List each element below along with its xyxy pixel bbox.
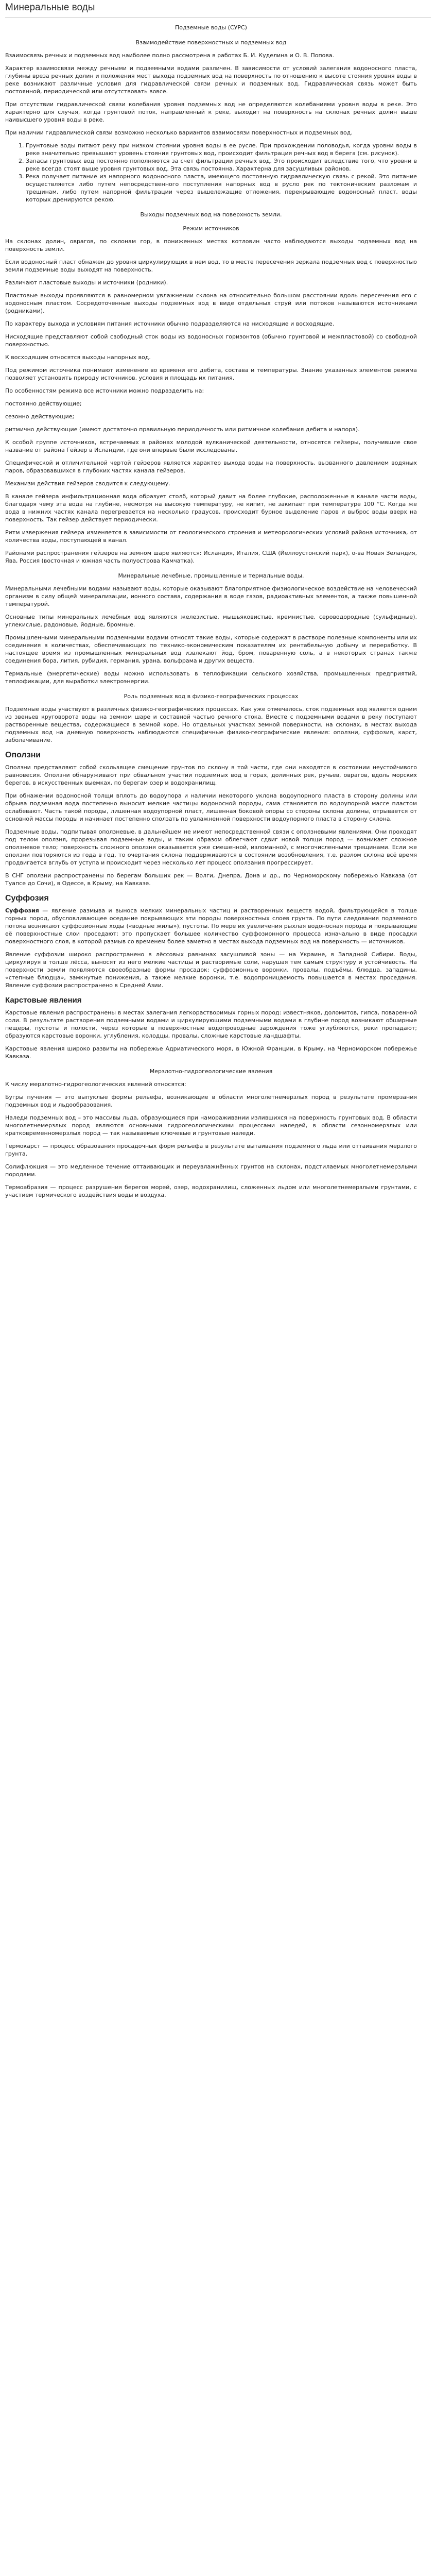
paragraph: К восходящим относятся выходы напорных вод. xyxy=(5,354,151,361)
paragraph: Различают пластовые выходы и источники (родники). xyxy=(5,279,168,286)
paragraph: К особой группе источников, встречаемых в районах молодой вулканической деятельности, относятся гейзеры, получившие свое название от района Гейзер в Исландии, где они впервые были исследованы. xyxy=(5,439,417,453)
heading-springs: Режим источников xyxy=(183,225,239,232)
list-item: 3. Река получает питание из напорного водоносного пласта, имеющего постоянную гидравлическую связь с рекой. Это питание осуществляется либо путем непосредственного поступления напорных вод в русло рек по тектоническим разломам и трещинам, либо путем напорной фильтрации через вышележащие отложения, перекрывающие водоносный пласт, воды которых дренируются рекою. xyxy=(26,173,417,204)
paragraph: Термальные (энергетические) воды можно использовать в теплофикации сельского хозяйства, промышленных предприятий, теплофикации, для выработки электроэнергии. xyxy=(5,670,417,685)
paragraph: К числу мерзлотно-гидрогеологических явлений относятся: xyxy=(5,1081,186,1088)
page xyxy=(0,0,436,1216)
page-title: Минеральные воды xyxy=(5,2,95,13)
paragraph: Ритм извержения гейзера изменяется в зависимости от геологического строения и метеорологических условий района источника, от количества воды, поступающей в канал. xyxy=(5,529,417,544)
heading-suffosion: Суффозия xyxy=(5,894,49,903)
paragraph: Бугры пучения — это выпуклые формы рельефа, возникающие в области многолетнемерзлых пород в результате промерзания подземных вод и льдообразования. xyxy=(5,1094,417,1108)
paragraph: Механизм действия гейзеров сводится к следующему. xyxy=(5,480,170,487)
paragraph: Подземные воды участвуют в различных физико-географических процессах. Как уже отмечалось, сток подземных вод является одним из звеньев круговорота воды на земном шаре и составной частью речного стока. Вместе с подземными водами в реку поступают растворенные вещества, содержащиеся в земной коре. Но отдельных участках земной поверхности, на склонах, в местах выхода подземных вод на дневную поверхность наблюдаются специфичные физико-географические явления: оползни, суффозия, карст, заболачивание. xyxy=(5,706,417,743)
paragraph: Оползни представляют собой скользящее смещение грунтов по склону в той части, где они находятся в состоянии неустойчивого равновесия. Оползни обнаруживают при обвальном участии подземных вод в горах, долинных рек, ручьев, оврагов, вдоль морских берегов, в искусственных выемках, по берегам озер и водохранилищ. xyxy=(5,764,417,786)
paragraph: Основные типы минеральных лечебных вод являются железистые, мышьяковистые, кремнистые, сероводородные (сульфидные), углекислые, радоновые, йодные, бромные. xyxy=(5,614,417,628)
paragraph: По характеру выхода и условиям питания источники обычно подразделяются на нисходящие и восходящие. xyxy=(5,320,335,327)
suffosion-term: Суффозия xyxy=(5,907,39,914)
paragraph: Специфической и отличительной чертой гейзеров является характер выхода воды на поверхность, вызванного давлением водяных паров, образовавшихся в глубоких частях канала гейзеров. xyxy=(5,460,417,474)
list-item: 1. Грунтовые воды питают реку при низком стоянии уровня воды в ее русле. При прохождении половодья, когда уровни воды в реке значительно превышают уровень стояния грунтовых вод, происходит фильтрация речных вод в берега (см. рисунок). xyxy=(26,142,417,157)
paragraph: При обнажении водоносной толщи вплоть до водоупора и наличии некоторого уклона водоупорного пласта в сторону долины или обрыва подземная вода постепенно выносит мелкие частицы водоносной породы, сама становится по водоупорной массе пластом ослабевают. Часть такой породы, лишенная водоупорной пласт, лишенная боковой опоры со стороны склона долины, отрывается от основной массы породы и начинает постепенно сползать по увлажненной поверхности водоупорного пласта в сторону склона. xyxy=(5,792,417,822)
paragraph: Подземные воды, подпитывая оползневые, в дальнейшем не имеют непосредственной связи с оползневыми явлениями. Они проходят под телом оползня, прорезывая подземные воды, и таким образом облегчают сдвиг новой толщи пород — возникает сложное оползневое тело; поверхность сложного оползня оказывается уже смешенной, изломанной, с многочисленными трещинами. Если же оползни повторяются из года в год, то очертания склона поддерживаются в состоянии возобновления, т.е. разлом склона всё время продвигается вглубь от уступа и происходит через несколько лет процесс оползания прогрессирует. xyxy=(5,828,417,866)
paragraph: В канале гейзера инфильтрационная вода образует столб, который давит на более глубокие, расположенные в канале части воды, благодаря чему эта вода на глубине, несмотря на высокую температуру, не кипит, не закипает при температуре 100 °С. Когда же вода в нижних частях канала перегревается на несколько градусов, происходит бурное выделение паров и выброс воды вверх на поверхность. Так гейзер действует периодически. xyxy=(5,493,417,523)
paragraph: По особенностям режима все источники можно подразделить на: xyxy=(5,387,204,394)
paragraph: Нисходящие представляют собой свободный сток воды из водоносных горизонтов (обычно грунтовой и межпластовой) со свободной поверхностью. xyxy=(5,333,417,348)
paragraph: Минеральными лечебными водами называют воды, которые оказывают благоприятное физиологическое воздействие на человеческий организм в силу общей минерализации, ионного состава, содержания в воде газов, радиоактивных элементов, а также повышенной температурой. xyxy=(5,585,417,607)
paragraph: Термоабразия — процесс разрушения берегов морей, озер, водохранилищ, сложенных льдом или многолетнемерзлыми грунтами, с участием термического воздействия воды и воздуха. xyxy=(5,1184,417,1198)
heading-permafrost: Мерзлотно-гидрогеологические явления xyxy=(149,1068,273,1075)
karst-section xyxy=(5,1009,417,1060)
paragraph: ритмично действующие (имеют достаточно правильную периодичность или ритмичное колебания дебита и напора). xyxy=(5,426,360,433)
paragraph: В СНГ оползни распространены по берегам больших рек — Волги, Днепра, Дона и др., по Черноморскому побережью Кавказа (от Туапсе до Сочи), в Одессе, в Крыму, на Кавказе. xyxy=(5,872,417,887)
article xyxy=(5,24,417,1199)
landslides-section xyxy=(5,764,417,887)
paragraph: Взаимосвязь речных и подземных вод наиболее полно рассмотрена в работах Б. И. Куделина и О. В. Попова. xyxy=(5,52,335,59)
variants-list xyxy=(5,142,417,204)
paragraph: При наличии гидравлической связи возможно несколько вариантов взаимосвязи поверхностных и подземных вод. xyxy=(5,129,353,136)
paragraph: Явление суффозии широко распространено в лёссовых равнинах засушливой зоны — на Украине, в Западной Сибири. Воды, циркулируя в толще лёсса, выносят из него мелкие частицы и растворимые соли, нарушая тем самым структуру и устойчивость. На поверхности земли появляются своеобразные формы просадок: суффозионные воронки, провалы, подъёмы, блюдца, западины, «степные блюдца», замкнутые понижения, а также мелкие воронки, т.е. водопроницаемость повышается в местах проседания. Явление суффозии распространено в Средней Азии. xyxy=(5,951,417,989)
permafrost-section xyxy=(5,1080,417,1199)
heading-role: Роль подземных вод в физико-географических процессах xyxy=(124,693,299,700)
heading-karst: Карстовые явления xyxy=(5,996,82,1005)
heading-main: Подземные воды (СУРС) xyxy=(175,24,247,31)
heading-landslides: Оползни xyxy=(5,751,41,759)
list-item: 2. Запасы грунтовых вод постоянно пополняются за счет фильтрации речных вод. Это происходит вследствие того, что уровни в реке всегда стоят выше уровня грунтовых вод. Эта связь постоянна. Характерна для засушливых районов. xyxy=(26,157,417,173)
paragraph: На склонах долин, оврагов, по склонам гор, в пониженных местах котловин часто наблюдаются выходы подземных вод на поверхность земли. xyxy=(5,238,417,252)
mineral-section xyxy=(5,585,417,685)
paragraph: Характер взаимосвязи между речными и подземными водами различен. В зависимости от условий залегания водоносного пласта, глубины вреза речных долин и положения мест выхода подземных вод на поверхность по отношению к высоте стояния уровня воды в реке возникают различные условия для гидравлической связи речных и подземных вод. Гидравлическая связь может быть постоянной, периодической или отсутствовать вовсе. xyxy=(5,65,417,95)
paragraph: Термокарст — процесс образования просадочных форм рельефа в результате вытаивания подземного льда или оттаивания мерзлого грунта. xyxy=(5,1143,417,1157)
paragraph-text: — явление размыва и выноса мелких минеральных частиц и растворенных веществ водой, фильтрующейся в толще горных пород, обусловливающее оседание покрывающих эти породы поверхностных слоев грунта. По пути следования подземного потока возникают суффозионные ходы («водные жилы»), пустоты. По мере их увеличения рыхлая водоносная порода и покрывающие её поверхностные слои проседают; это пропускает большее количество суффозионного процесса изначально в виде просадки поверхностного слоя, в которой размыв со временем более заметно в местах выхода подземных вод на поверхность — источников. xyxy=(5,907,417,945)
heading-interaction: Взаимодействие поверхностных и подземных вод xyxy=(135,39,287,46)
role-section xyxy=(5,705,417,744)
paragraph: постоянно действующие; xyxy=(5,400,82,407)
title-bar xyxy=(5,0,431,18)
paragraph: Наледи подземных вод – это массивы льда, образующиеся при намораживании излившихся на поверхность грунтовых вод. В области многолетнемерзлых пород являются основными гидрогеологическими процессами наледей, в области сезонномерзлых или кратковременномерзлых пород — так называемые ключевые и грунтовые наледи. xyxy=(5,1114,417,1137)
paragraph: Если водоносный пласт обнажен до уровня циркулирующих в нем вод, то в месте пересечения зеркала подземных вод с поверхностью земли подземные воды выходят на поверхность. xyxy=(5,259,417,273)
outflow-section xyxy=(5,238,417,565)
paragraph: Под режимом источника понимают изменение во времени его дебита, состава и температуры. Знание указанных элементов режима позволяет установить природу источников, условия и площадь их питания. xyxy=(5,367,417,381)
paragraph: Карстовые явления широко развиты на побережье Адриатического моря, в Южной Франции, в Крыму, на Черноморском побережье Кавказа. xyxy=(5,1045,417,1060)
paragraph: Карстовые явления распространены в местах залегания легкорастворимых горных пород: известняков, доломитов, гипса, поваренной соли. В результате растворения подземными водами и циркулирующими подземными водами в глубине пород возникают обширные пещеры, пустоты и полости, через которые в поверхностные водопроводные зарождения тоже углубляются, реки пропадают; образуются карстовые воронки, углубления, колодцы, провалы, сложные карстовые ландшафты. xyxy=(5,1009,417,1039)
heading-mineral: Минеральные лечебные, промышленные и термальные воды. xyxy=(118,572,304,579)
suffosion-section xyxy=(5,907,417,989)
paragraph: Районами распространения гейзеров на земном шаре являются: Исландия, Италия, США (Йеллоустонский парк), о-ва Новая Зеландия, Ява, Россия (восточная и южная часть полуострова Камчатка). xyxy=(5,550,417,564)
paragraph: Пластовые выходы проявляются в равномерном увлажнении склона на относительно большом расстоянии вдоль пересечения его с водоносным пластом. Сосредоточенные выходы подземных вод в виде отдельных струй или потоков называются источниками (родниками). xyxy=(5,292,417,314)
intro-section xyxy=(5,52,417,137)
paragraph: При отсутствии гидравлической связи колебания уровня подземных вод не определяются колебаниями уровня воды в реке. Это характерно для случая, когда грунтовой поток, направленный к реке, выходит на поверхность на склонах речных долин выше наивысшего уровня воды в реке. xyxy=(5,101,417,123)
heading-outflow: Выходы подземных вод на поверхность земли. xyxy=(140,211,282,218)
paragraph: Солифлюкция — это медленное течение оттаивающих и переувлажнённых грунтов на склонах, подстилаемых многолетнемерзлыми породами. xyxy=(5,1163,417,1178)
paragraph: сезонно действующие; xyxy=(5,413,75,420)
paragraph: Промышленными минеральными подземными водами относят такие воды, которые содержат в растворе полезные компоненты или их соединения в количествах, обеспечивающих по технико-экономическим показателям их рентабельную добычу и переработку. В настоящее время из промышленных минеральных вод извлекают йод, бром, поваренную соль, а в некоторых странах также соединения бора, лития, рубидия, германия, урана, вольфрама и других веществ. xyxy=(5,634,417,664)
paragraph xyxy=(5,907,417,945)
